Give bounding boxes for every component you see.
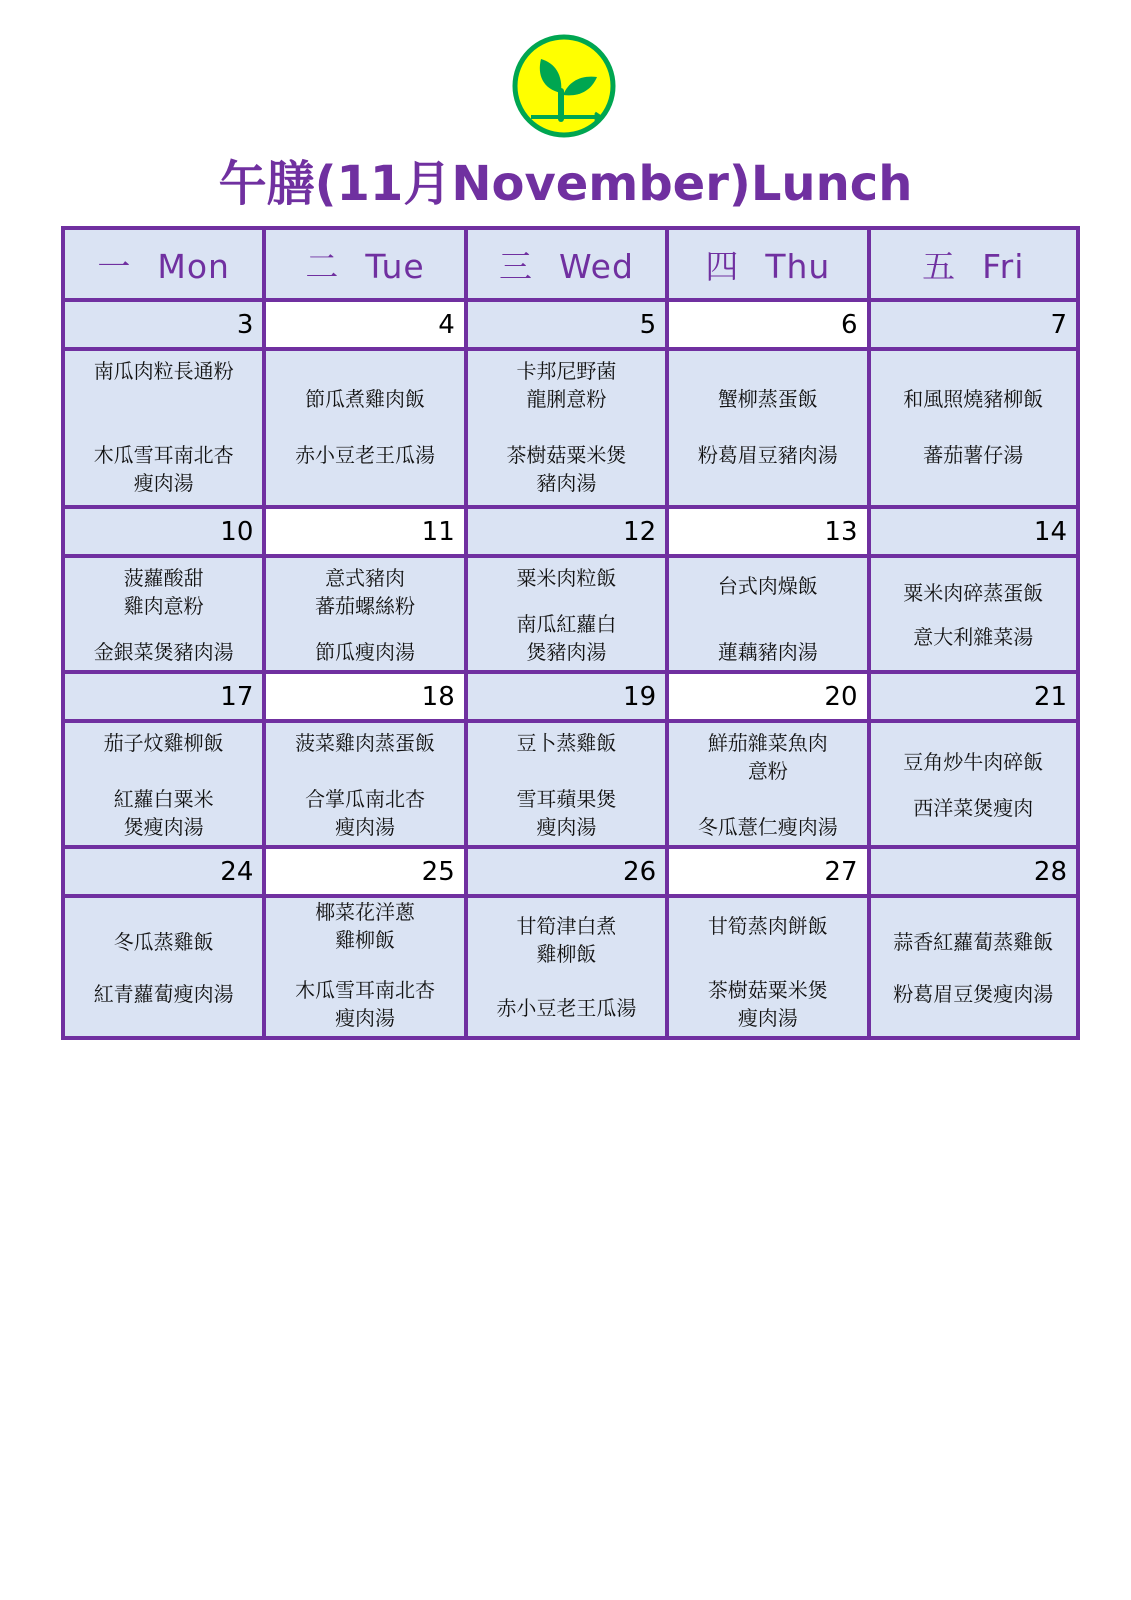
dish-text: 節瓜煮雞肉飯 xyxy=(305,387,426,411)
dish-text: 卡邦尼野菌 龍脷意粉 xyxy=(516,359,617,411)
soup-text: 冬瓜薏仁瘦肉湯 xyxy=(697,815,838,839)
soup-text: 節瓜瘦肉湯 xyxy=(315,640,416,664)
weekday-header: 四 Thu xyxy=(667,228,868,300)
meal-cell xyxy=(466,896,667,1038)
meal-cell xyxy=(667,721,868,847)
soup-text: 粉葛眉豆煲瘦肉湯 xyxy=(893,982,1054,1006)
date-row xyxy=(63,507,1078,556)
dish-text: 菠菜雞肉蒸蛋飯 xyxy=(295,731,436,755)
meal-row xyxy=(63,556,1078,672)
soup-text: 紅蘿白粟米 煲瘦肉湯 xyxy=(113,787,214,839)
lunch-menu-table xyxy=(61,226,1080,1040)
dish-text: 粟米肉粒飯 xyxy=(516,566,617,590)
meal-cell xyxy=(63,349,264,507)
meal-cell xyxy=(63,556,264,672)
dish-text: 冬瓜蒸雞飯 xyxy=(113,930,214,954)
date-cell: 7 xyxy=(869,300,1079,349)
dish-text: 茄子炆雞柳飯 xyxy=(103,731,224,755)
date-cell: 11 xyxy=(264,507,465,556)
dish-text: 和風照燒豬柳飯 xyxy=(903,387,1044,411)
dish-text: 菠蘿酸甜 雞肉意粉 xyxy=(123,566,204,618)
date-cell: 3 xyxy=(63,300,264,349)
soup-text: 木瓜雪耳南北杏 瘦肉湯 xyxy=(295,978,436,1030)
date-cell: 19 xyxy=(466,672,667,721)
dish-text: 台式肉燥飯 xyxy=(717,574,818,598)
dish-text: 鮮茄雜菜魚肉 意粉 xyxy=(707,731,828,783)
date-cell: 4 xyxy=(264,300,465,349)
meal-cell xyxy=(466,349,667,507)
date-cell: 13 xyxy=(667,507,868,556)
meal-cell xyxy=(869,896,1079,1038)
soup-text: 木瓜雪耳南北杏 瘦肉湯 xyxy=(93,443,234,495)
date-cell: 5 xyxy=(466,300,667,349)
soup-text: 赤小豆老王瓜湯 xyxy=(496,996,637,1020)
date-cell: 10 xyxy=(63,507,264,556)
meal-row xyxy=(63,349,1078,507)
soup-text: 西洋菜煲瘦肉 xyxy=(913,796,1034,821)
soup-text: 意大利雜菜湯 xyxy=(913,624,1034,649)
weekday-header: 三 Wed xyxy=(466,228,667,300)
dish-text: 蟹柳蒸蛋飯 xyxy=(717,387,818,411)
meal-row xyxy=(63,896,1078,1038)
meal-cell xyxy=(466,721,667,847)
date-cell: 6 xyxy=(667,300,868,349)
dish-text: 意式豬肉 蕃茄螺絲粉 xyxy=(315,566,416,618)
dish-text: 粟米肉碎蒸蛋飯 xyxy=(903,581,1044,606)
dish-text: 南瓜肉粒長通粉 xyxy=(93,359,234,383)
meal-row xyxy=(63,721,1078,847)
soup-text: 合掌瓜南北杏 瘦肉湯 xyxy=(305,787,426,839)
weekday-header-row xyxy=(63,228,1078,300)
meal-cell xyxy=(667,556,868,672)
soup-text: 金銀菜煲豬肉湯 xyxy=(93,640,234,664)
meal-cell xyxy=(264,721,465,847)
soup-text: 蓮藕豬肉湯 xyxy=(717,640,818,664)
meal-cell xyxy=(63,721,264,847)
date-cell: 12 xyxy=(466,507,667,556)
date-cell: 28 xyxy=(869,847,1079,896)
date-row xyxy=(63,847,1078,896)
weekday-header: 一 Mon xyxy=(63,228,264,300)
date-cell: 18 xyxy=(264,672,465,721)
meal-cell xyxy=(264,556,465,672)
meal-cell xyxy=(667,349,868,507)
date-cell: 17 xyxy=(63,672,264,721)
dish-text: 豆角炒牛肉碎飯 xyxy=(903,749,1044,774)
soup-text: 粉葛眉豆豬肉湯 xyxy=(697,443,838,467)
date-cell: 21 xyxy=(869,672,1079,721)
date-row xyxy=(63,300,1078,349)
dish-text: 蒜香紅蘿蔔蒸雞飯 xyxy=(893,930,1054,954)
dish-text: 甘筍蒸肉餅飯 xyxy=(707,914,828,938)
soup-text: 雪耳蘋果煲 瘦肉湯 xyxy=(516,787,617,839)
meal-cell xyxy=(264,349,465,507)
weekday-header: 二 Tue xyxy=(264,228,465,300)
meal-cell xyxy=(63,896,264,1038)
date-cell: 14 xyxy=(869,507,1079,556)
soup-text: 紅青蘿蔔瘦肉湯 xyxy=(93,982,234,1006)
date-row xyxy=(63,672,1078,721)
date-cell: 27 xyxy=(667,847,868,896)
meal-cell xyxy=(264,896,465,1038)
soup-text: 茶樹菇粟米煲 瘦肉湯 xyxy=(707,978,828,1030)
soup-text: 赤小豆老王瓜湯 xyxy=(295,443,436,467)
soup-text: 南瓜紅蘿白 煲豬肉湯 xyxy=(516,612,617,664)
meal-cell xyxy=(869,556,1079,672)
seedling-logo-icon xyxy=(511,33,617,139)
meal-cell xyxy=(869,349,1079,507)
dish-text: 甘筍津白煮 雞柳飯 xyxy=(516,914,617,966)
soup-text: 茶樹菇粟米煲 豬肉湯 xyxy=(506,443,627,495)
meal-cell xyxy=(667,896,868,1038)
date-cell: 20 xyxy=(667,672,868,721)
page-title: 午膳(11月November)Lunch xyxy=(218,156,913,212)
date-cell: 24 xyxy=(63,847,264,896)
date-cell: 26 xyxy=(466,847,667,896)
soup-text: 蕃茄薯仔湯 xyxy=(923,443,1024,467)
meal-cell xyxy=(869,721,1079,847)
meal-cell xyxy=(466,556,667,672)
dish-text: 豆卜蒸雞飯 xyxy=(516,731,617,755)
weekday-header: 五 Fri xyxy=(869,228,1079,300)
dish-text: 椰菜花洋蔥 雞柳飯 xyxy=(315,900,416,952)
date-cell: 25 xyxy=(264,847,465,896)
